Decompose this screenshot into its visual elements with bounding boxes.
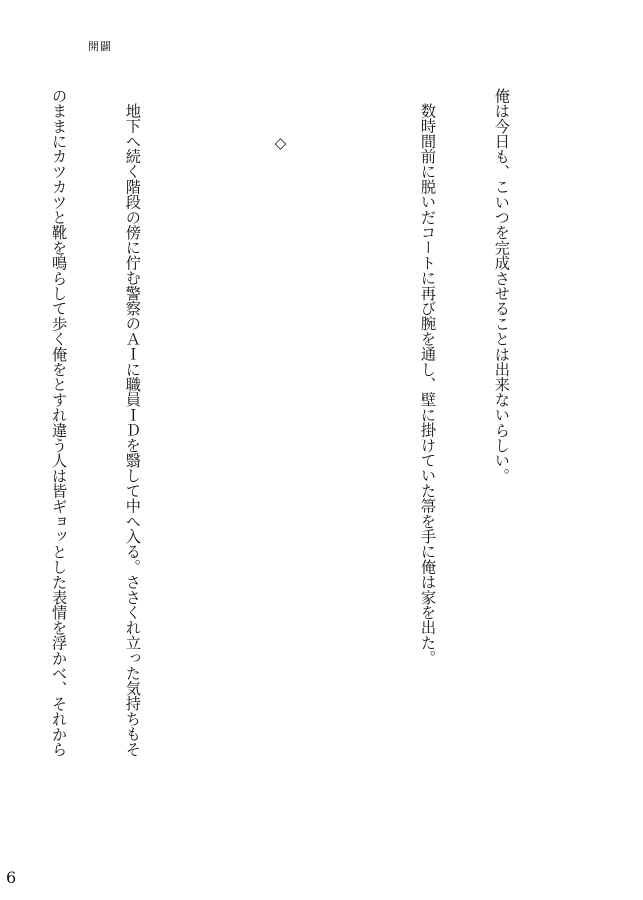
section-separator-diamond: ◇ xyxy=(271,133,290,152)
blank-line xyxy=(194,88,219,848)
blank-line xyxy=(342,88,367,848)
paragraph-3-line-1: 地下へ続く階段の傍に佇む警察のＡＩに職員ＩＤを翳して中へ入る。ささくれ立った気持ちもそ xyxy=(123,103,142,757)
page-number: 6 xyxy=(6,868,17,887)
paragraph-1: 俺は今日も、こいつを完成させることは出来ないらしい。 xyxy=(492,88,511,484)
paragraph-3-line-2: のままにカツカツと靴を鳴らして歩く俺をとすれ違う人は皆ギョッとした表情を浮かべ、それから xyxy=(50,88,69,757)
vertical-text-body xyxy=(0,88,563,848)
running-header: 開闢 xyxy=(88,40,112,53)
paragraph-2: 数時間前に脱いだコートに再び腕を通し、壁に掛けていた箒を手に俺は家を出た。 xyxy=(419,103,438,666)
